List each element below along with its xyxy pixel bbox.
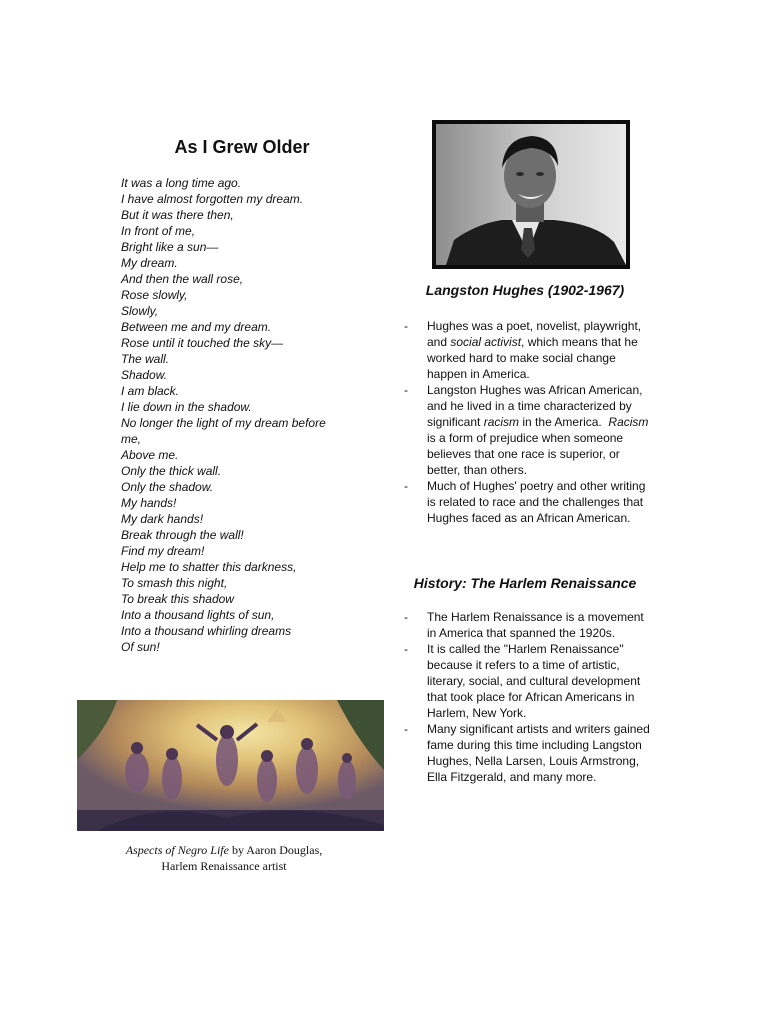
history-text: It is called the "Harlem Renaissance" because it refers to a time of artistic, literary, social, and cultural development that took place for African Americans in Harlem, New York.	[427, 642, 641, 720]
bio-text: Hughes was a poet, novelist, playwright, and	[427, 319, 642, 349]
poem-line: me,	[121, 432, 142, 446]
poem-line: Find my dream!	[121, 544, 205, 558]
aaron-douglas-painting	[77, 700, 384, 831]
poem-line: I have almost forgotten my dream.	[121, 192, 304, 206]
portrait-photo	[432, 120, 630, 269]
dash-bullet: -	[404, 479, 408, 493]
portrait-image	[436, 124, 626, 265]
dash-bullet: -	[404, 319, 408, 333]
caption-title: Aspects of Negro Life	[125, 843, 229, 857]
history-heading: History: The Harlem Renaissance	[413, 575, 637, 591]
poem-line: Break through the wall!	[121, 528, 244, 542]
caption-text: Harlem Renaissance artist	[161, 859, 287, 873]
poem-line: Into a thousand whirling dreams	[121, 624, 292, 638]
history-list	[404, 609, 654, 785]
bio-text: in the America.	[519, 415, 609, 429]
poem-line: Rose slowly,	[121, 288, 188, 302]
poem-line: I lie down in the shadow.	[121, 400, 252, 414]
list-item	[404, 641, 654, 721]
poem-line: Bright like a sun—	[121, 240, 219, 254]
painting-caption	[90, 842, 358, 874]
poem-line: And then the wall rose,	[121, 272, 244, 286]
bio-text: , which means that he worked hard to make social change happen in America.	[427, 335, 638, 381]
bio-text: Much of Hughes' poetry and other writing is related to race and the challenges that Hughes faced as an African American.	[427, 479, 646, 525]
list-item	[404, 318, 654, 382]
poem-line: Help me to shatter this darkness,	[121, 560, 297, 574]
poem-line: Into a thousand lights of sun,	[121, 608, 275, 622]
poem-line: I am black.	[121, 384, 180, 398]
poem-line: The wall.	[121, 352, 170, 366]
poem-line: To break this shadow	[121, 592, 234, 606]
dash-bullet: -	[404, 642, 408, 656]
bio-emphasis: racism	[483, 415, 520, 429]
caption-text: by Aaron Douglas,	[228, 843, 323, 857]
poem-line: My dream.	[121, 256, 178, 270]
poem-line: Slowly,	[121, 304, 159, 318]
bio-emphasis: Racism	[608, 415, 649, 429]
poem-line: In front of me,	[121, 224, 196, 238]
bio-emphasis: social activist	[450, 335, 522, 349]
poem-line: It was a long time ago.	[121, 176, 242, 190]
painting-image	[77, 700, 384, 831]
bio-text: Langston Hughes was African American, and he lived in a time characterized by significant	[427, 383, 643, 429]
poem-line: Rose until it touched the sky—	[121, 336, 284, 350]
list-item	[404, 382, 654, 478]
poem-line: Only the shadow.	[121, 480, 214, 494]
poem-line: To smash this night,	[121, 576, 228, 590]
list-item	[404, 609, 654, 641]
poem-line: But it was there then,	[121, 208, 234, 222]
poem-line: Of sun!	[121, 640, 160, 654]
poem-line: Above me.	[121, 448, 179, 462]
poem-line: Only the thick wall.	[121, 464, 222, 478]
bio-text: is a form of prejudice when someone believes that one race is superior, or better, than others.	[427, 431, 624, 477]
list-item	[404, 478, 654, 526]
poem-line: No longer the light of my dream before	[121, 416, 326, 430]
poem-line: Shadow.	[121, 368, 168, 382]
author-name: Langston Hughes (1902-1967)	[425, 282, 625, 298]
poem-title: As I Grew Older	[174, 137, 310, 157]
history-text: The Harlem Renaissance is a movement in America that spanned the 1920s.	[427, 610, 644, 640]
bio-list	[404, 318, 654, 526]
dash-bullet: -	[404, 722, 408, 736]
history-text: Many significant artists and writers gained fame during this time including Langston Hughes, Nella Larsen, Louis Armstrong, Ella Fitzgerald, and many more.	[427, 722, 650, 784]
poem-line: My hands!	[121, 496, 177, 510]
poem-line: Between me and my dream.	[121, 320, 272, 334]
poem-line: My dark hands!	[121, 512, 204, 526]
dash-bullet: -	[404, 610, 408, 624]
dash-bullet: -	[404, 383, 408, 397]
list-item	[404, 721, 654, 785]
poem-text	[121, 175, 353, 655]
